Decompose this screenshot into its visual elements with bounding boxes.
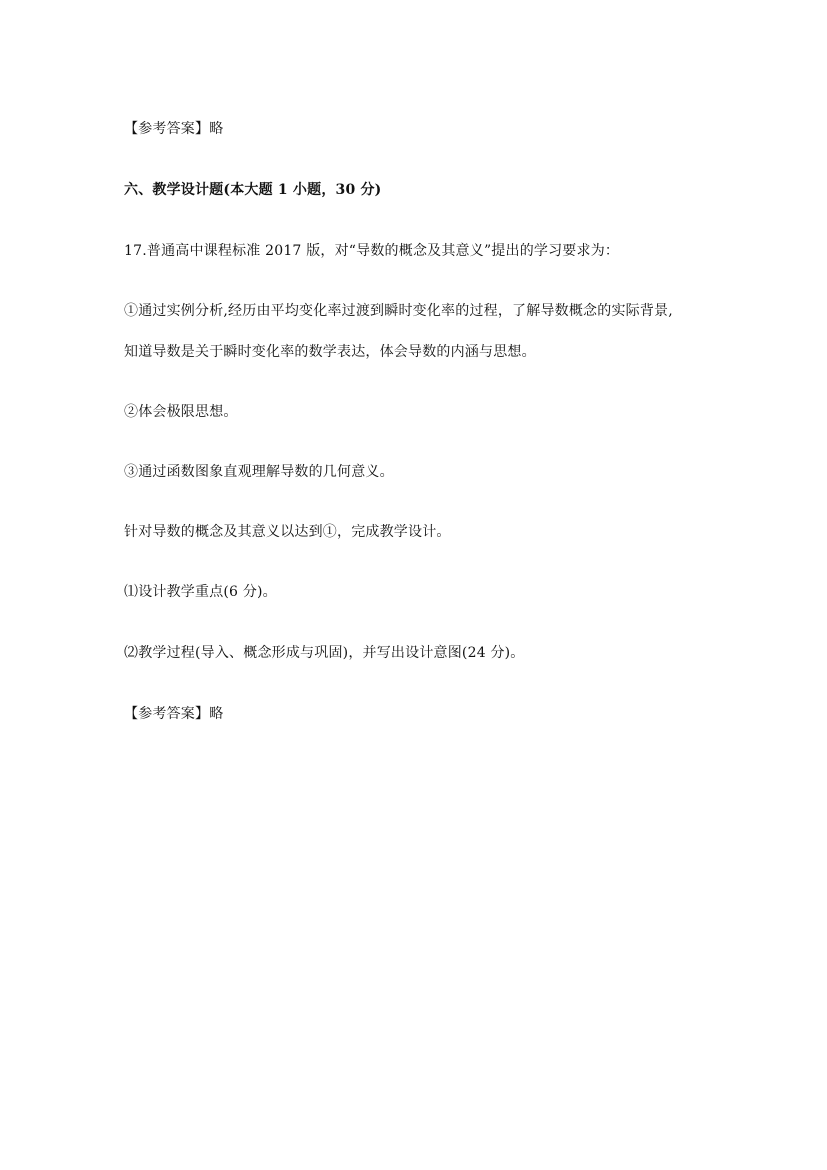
section-heading: 六、教学设计题(本大题 1 小题，30 分): [124, 182, 382, 198]
subquestion-1: ⑴设计教学重点(6 分)。: [124, 584, 277, 600]
answer-reference-2: 【参考答案】略: [124, 706, 224, 722]
answer-reference-1: 【参考答案】略: [124, 121, 224, 137]
requirement-1-line-1: ①通过实例分析,经历由平均变化率过渡到瞬时变化率的过程，了解导数概念的实际背景,: [124, 303, 673, 319]
task-instruction: 针对导数的概念及其意义以达到①，完成教学设计。: [124, 524, 451, 540]
requirement-1-line-2: 知道导数是关于瞬时变化率的数学表达，体会导数的内涵与思想。: [124, 344, 536, 360]
question-17: 17.普通高中课程标准 2017 版，对“导数的概念及其意义”提出的学习要求为：: [124, 243, 620, 259]
requirement-2: ②体会极限思想。: [124, 404, 238, 420]
requirement-3: ③通过函数图象直观理解导数的几何意义。: [124, 464, 394, 480]
subquestion-2: ⑵教学过程(导入、概念形成与巩固)，并写出设计意图(24 分)。: [124, 645, 525, 661]
